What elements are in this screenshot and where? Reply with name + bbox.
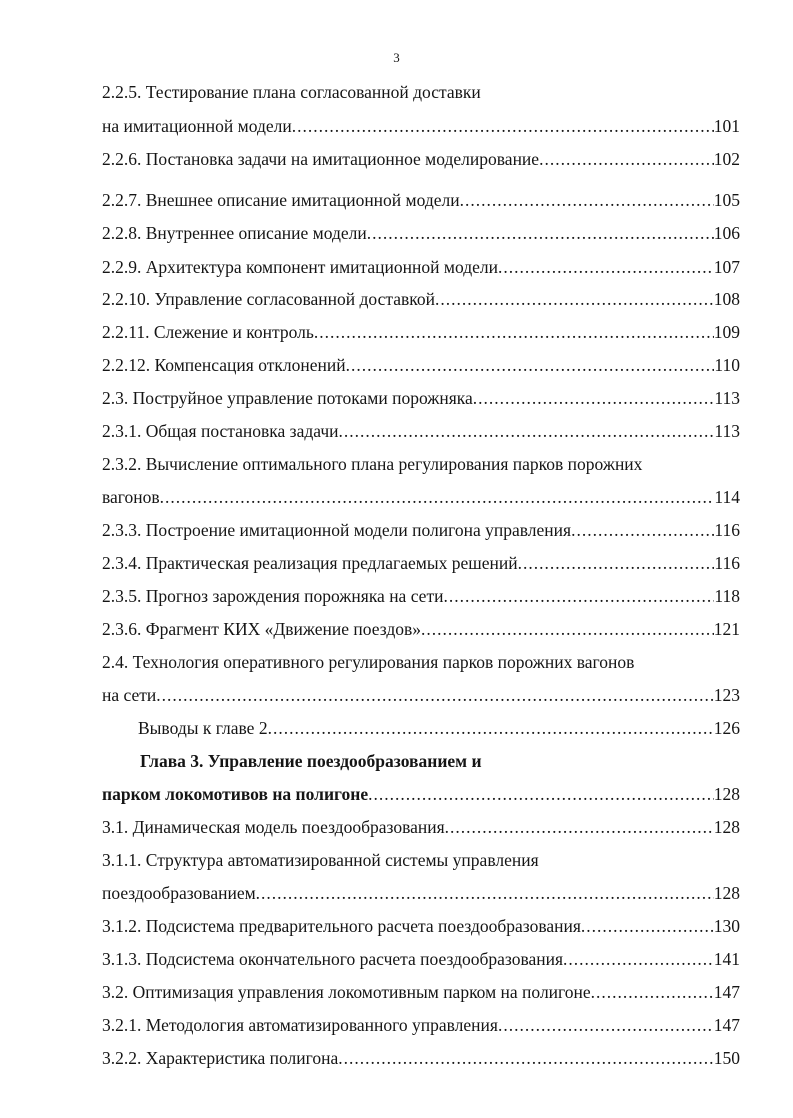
leader-dots	[518, 551, 715, 575]
toc-entry-2-3-2-cont	[102, 485, 740, 509]
toc-entry-title: 2.3.6. Фрагмент КИХ «Движение поездов»	[102, 619, 421, 639]
toc-chapter-3-heading	[140, 749, 778, 773]
leader-dots	[498, 255, 714, 279]
toc-entry-title: Глава 3. Управление поездообразованием и	[140, 751, 482, 771]
toc-entry-title: 3.1.3. Подсистема окончательного расчета поездообразования	[102, 949, 564, 969]
leader-dots	[338, 1046, 714, 1070]
toc-entry-title: 3.1.2. Подсистема предварительного расчета поездообразования	[102, 916, 581, 936]
toc-chapter-3-heading-cont	[102, 782, 740, 806]
toc-entry-title: на имитационной модели	[102, 116, 292, 136]
toc-entry-title: вагонов	[102, 487, 160, 507]
toc-entry-page: 116	[714, 553, 740, 573]
leader-dots	[460, 188, 714, 212]
toc-entry-2-2-9	[102, 255, 740, 279]
leader-dots	[338, 419, 714, 443]
toc-entry-page: 141	[713, 949, 740, 969]
toc-entry-title: 3.2. Оптимизация управления локомотивным парком на полигоне	[102, 982, 591, 1002]
toc-entry-page: 128	[713, 817, 740, 837]
toc-entry-page: 108	[713, 289, 740, 309]
toc-entry-2-4-cont	[102, 683, 740, 707]
leader-dots	[156, 683, 713, 707]
leader-dots	[160, 485, 715, 509]
toc-entry-title: 2.2.6. Постановка задачи на имитационное моделирование	[102, 149, 540, 169]
toc-entry-2-3-1	[102, 419, 740, 443]
toc-entry-2-2-8	[102, 221, 740, 245]
toc-entry-title: поездообразованием	[102, 883, 256, 903]
toc-entry-2-2-5-cont	[102, 114, 740, 138]
leader-dots	[421, 617, 714, 641]
toc-entry-title: 2.3.2. Вычисление оптимального плана регулирования парков порожних	[102, 454, 643, 474]
toc-entry-title: 2.2.7. Внешнее описание имитационной модели	[102, 190, 460, 210]
toc-entry-title: Выводы к главе 2	[138, 718, 268, 738]
toc-entry-conclusions-ch2	[138, 716, 740, 740]
toc-entry-title: 3.2.2. Характеристика полигона	[102, 1048, 339, 1068]
toc-entry-page: 126	[713, 718, 740, 738]
leader-dots	[314, 320, 714, 344]
toc-entry-title: 2.2.9. Архитектура компонент имитационной модели	[102, 257, 498, 277]
leader-dots	[368, 782, 714, 806]
toc-entry-page: 109	[713, 322, 740, 342]
toc-entry-3-1-1-cont	[102, 881, 740, 905]
toc-entry-title: 2.3.3. Построение имитационной модели полигона управления	[102, 520, 572, 540]
toc-entry-page: 107	[713, 257, 740, 277]
toc-entry-page: 102	[713, 149, 740, 169]
toc-entry-2-2-12	[102, 353, 740, 377]
leader-dots	[563, 947, 714, 971]
toc-entry-2-3-6	[102, 617, 740, 641]
toc-entry-3-2	[102, 980, 740, 1004]
toc-entry-3-2-1	[102, 1013, 740, 1037]
leader-dots	[292, 114, 714, 138]
leader-dots	[346, 353, 715, 377]
toc-entry-3-1	[102, 815, 740, 839]
toc-entry-page: 121	[713, 619, 740, 639]
toc-entry-title: 2.2.12. Компенсация отклонений	[102, 355, 346, 375]
toc-entry-title: парком локомотивов на полигоне	[102, 784, 369, 804]
leader-dots	[581, 914, 714, 938]
toc-entry-2-3-3	[102, 518, 740, 542]
toc-entry-2-2-5	[102, 80, 740, 104]
toc-entry-2-3-2	[102, 452, 740, 476]
toc-entry-3-1-1	[102, 848, 740, 872]
toc-entry-3-2-2	[102, 1046, 740, 1070]
toc-entry-3-1-2	[102, 914, 740, 938]
toc-entry-page: 105	[713, 190, 740, 210]
toc-entry-page: 130	[713, 916, 740, 936]
toc-entry-title: 2.2.5. Тестирование плана согласованной доставки	[102, 82, 481, 102]
leader-dots	[473, 386, 715, 410]
toc-entry-2-4	[102, 650, 740, 674]
toc-entry-page: 110	[714, 355, 740, 375]
toc-entry-title: 2.3.4. Практическая реализация предлагаемых решений	[102, 553, 518, 573]
toc-entry-page: 147	[713, 1015, 740, 1035]
toc-entry-page: 150	[713, 1048, 740, 1068]
toc-entry-3-1-3	[102, 947, 740, 971]
toc-entry-page: 116	[714, 520, 740, 540]
toc-entry-page: 113	[714, 421, 740, 441]
toc-entry-2-2-6	[102, 147, 740, 171]
toc-entry-title: 3.2.1. Методология автоматизированного управления	[102, 1015, 498, 1035]
leader-dots	[256, 881, 714, 905]
toc-entry-2-2-11	[102, 320, 740, 344]
toc-entry-title: 2.3. Поструйное управление потоками порожняка	[102, 388, 473, 408]
toc-entry-title: 2.2.11. Слежение и контроль	[102, 322, 314, 342]
toc-entry-title: 3.1. Динамическая модель поездообразования	[102, 817, 445, 837]
toc-entry-2-3-5	[102, 584, 740, 608]
toc-entry-title: 3.1.1. Структура автоматизированной системы управления	[102, 850, 539, 870]
toc-entry-2-2-7	[102, 188, 740, 212]
leader-dots	[571, 518, 714, 542]
toc-entry-2-3-4	[102, 551, 740, 575]
leader-dots	[367, 221, 714, 245]
leader-dots	[498, 1013, 714, 1037]
toc-entry-page: 123	[713, 685, 740, 705]
toc-entry-page: 147	[713, 982, 740, 1002]
leader-dots	[539, 147, 714, 171]
toc-entry-title: 2.3.1. Общая постановка задачи	[102, 421, 339, 441]
toc-entry-page: 114	[714, 487, 740, 507]
leader-dots	[591, 980, 714, 1004]
leader-dots	[268, 716, 714, 740]
page-number: 3	[393, 50, 400, 65]
toc-entry-page: 118	[714, 586, 740, 606]
toc-entry-title: 2.2.10. Управление согласованной доставкой	[102, 289, 435, 309]
toc-entry-title: на сети	[102, 685, 157, 705]
leader-dots	[445, 815, 714, 839]
toc-entry-page: 106	[713, 223, 740, 243]
leader-dots	[443, 584, 714, 608]
toc-entry-title: 2.2.8. Внутреннее описание модели	[102, 223, 367, 243]
toc-entry-2-2-10	[102, 287, 740, 311]
toc-entry-page: 128	[713, 784, 740, 804]
toc-entry-page: 113	[714, 388, 740, 408]
toc-entry-page: 101	[713, 116, 740, 136]
toc-entry-title: 2.4. Технология оперативного регулирования парков порожних вагонов	[102, 652, 635, 672]
toc-entry-2-3	[102, 386, 740, 410]
toc-entry-title: 2.3.5. Прогноз зарождения порожняка на сети	[102, 586, 444, 606]
leader-dots	[435, 287, 714, 311]
toc-entry-page: 128	[713, 883, 740, 903]
